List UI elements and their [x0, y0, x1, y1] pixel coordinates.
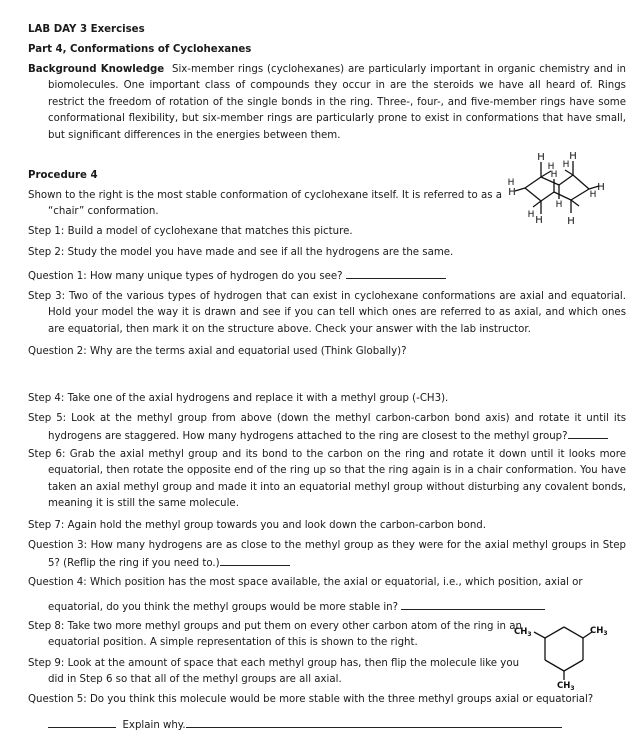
ring-bond [564, 660, 583, 671]
hydrogen-label: H [589, 190, 597, 200]
methyl-label: $CH_3$ [514, 627, 532, 638]
methyl-label: $CH_3$ [557, 681, 575, 692]
hydrogen-label: H [567, 216, 575, 227]
step-5-text: Step 5: Look at the methyl group from above (down the methyl carbon-carbon bond axis) and rotate it until its hydrogens are staggered. How many hydrogens attached to the ring are closest to the methyl group? [28, 413, 626, 443]
lab-title: LAB DAY 3 Exercises [28, 24, 145, 35]
part-title: Part 4, Conformations of Cyclohexanes [28, 44, 252, 55]
question-3-text: Question 3: How many hydrogens are as close to the methyl group as they were for the axial methyl groups in Step 5? (Reflip the ring if you need to.) [28, 540, 626, 570]
step-5 [28, 411, 626, 446]
methyl-bond [534, 632, 545, 638]
ring-bond [564, 627, 583, 638]
question-3 [28, 538, 626, 573]
answer-blank[interactable] [568, 427, 608, 439]
ring-bond [573, 175, 589, 189]
step-2: Step 2: Study the model you have made and see if all the hydrogens are the same. [28, 247, 454, 258]
step-1: Step 1: Build a model of cyclohexane that matches this picture. [28, 226, 353, 237]
hydrogen-label: H [537, 152, 545, 163]
hydrogen-label: H [547, 162, 555, 172]
ring-bond [525, 188, 541, 201]
hydrogen-label: H [508, 187, 516, 198]
procedure-title: Procedure 4 [28, 170, 98, 181]
hydrogen-label: H [562, 160, 570, 170]
ring-bond [541, 192, 554, 201]
background-text: Six-member rings (cyclohexanes) are particularly important in organic chemistry and in biomolecules. One important class of compounds they occur in are the steroids we have all heard of. Rings restrict the freedom of rotation of the single bonds in the ring. Three-, four-, and five-member rings have some conformational flexibility, but six-member rings are particularly prone to exist in conformations that have small, but significant differences in the energies between them. [48, 64, 627, 141]
ring-bond [559, 175, 573, 185]
explain-blank[interactable] [186, 716, 562, 728]
question-4-line-1: Question 4: Which position has the most space available, the axial or equatorial, i.e., which position, axial or [28, 577, 583, 588]
question-4-line-2 [48, 598, 545, 616]
procedure-intro: Shown to the right is the most stable conformation of cyclohexane itself. It is referred to as a “chair” conformation. [28, 190, 503, 218]
hydrogen-label: H [550, 170, 558, 180]
answer-blank[interactable] [346, 267, 446, 279]
hydrogen-label: H [569, 151, 577, 162]
step-7: Step 7: Again hold the methyl group towards you and look down the carbon-carbon bond. [28, 520, 486, 531]
background-paragraph [28, 62, 626, 144]
step-3: Step 3: Two of the various types of hydrogen that can exist in cyclohexane conformations are axial and equatorial. Hold your model the way it is drawn and see if you can tell which ones are referred to as axial, and which ones are equatorial, then mark it on the structure above. Check your answer with the lab instructor. [28, 291, 626, 335]
answer-blank[interactable] [401, 598, 545, 610]
step-8: Step 8: Take two more methyl groups and put them on every other carbon atom of the ring in an equatorial position. A simple representation of this is shown to the right. [28, 621, 522, 649]
step-9: Step 9: Look at the amount of space that each methyl group has, then flip the molecule like you did in Step 6 so that all of the methyl groups are all axial. [28, 658, 520, 686]
methyl-label: $CH_3$ [590, 626, 608, 637]
question-1 [28, 267, 446, 285]
hydrogen-label: H [597, 182, 605, 193]
ring-bond [571, 189, 589, 200]
chair-cyclohexane-figure [507, 150, 605, 230]
question-1-text: Question 1: How many unique types of hydrogen do you see? [28, 271, 343, 282]
hydrogen-label: H [555, 200, 563, 210]
hydrogen-label: H [535, 215, 543, 226]
answer-blank[interactable] [48, 716, 116, 728]
ring-bond [525, 177, 541, 188]
hydrogen-label: H [527, 210, 535, 220]
ring-bond [554, 192, 571, 200]
answer-blank[interactable] [220, 554, 290, 566]
h-bond [571, 200, 579, 206]
question-4-text: equatorial, do you think the methyl groups would be more stable in? [48, 602, 399, 613]
h-bond [533, 201, 541, 207]
ring-bond [545, 660, 564, 671]
explain-label: Explain why. [122, 720, 186, 731]
trimethylcyclohexane-figure [512, 620, 612, 692]
hydrogen-label: H [507, 178, 515, 188]
ring-bond [545, 627, 564, 638]
background-label: Background Knowledge [28, 64, 165, 75]
question-5: Question 5: Do you think this molecule would be more stable with the three methyl groups axial or equatorial? [28, 694, 594, 705]
explain-line [48, 716, 562, 734]
step-4: Step 4: Take one of the axial hydrogens and replace it with a methyl group (-CH3). [28, 393, 449, 404]
question-2: Question 2: Why are the terms axial and equatorial used (Think Globally)? [28, 346, 407, 357]
step-6: Step 6: Grab the axial methyl group and its bond to the carbon on the ring and rotate it down until it looks more equatorial, then rotate the opposite end of the ring up so that the ring again is in a chair conformation. You have taken an axial methyl group and made it into an equatorial methyl group without disturbing any covalent bonds, meaning it is still the same molecule. [28, 449, 626, 510]
h-bond [565, 170, 573, 175]
